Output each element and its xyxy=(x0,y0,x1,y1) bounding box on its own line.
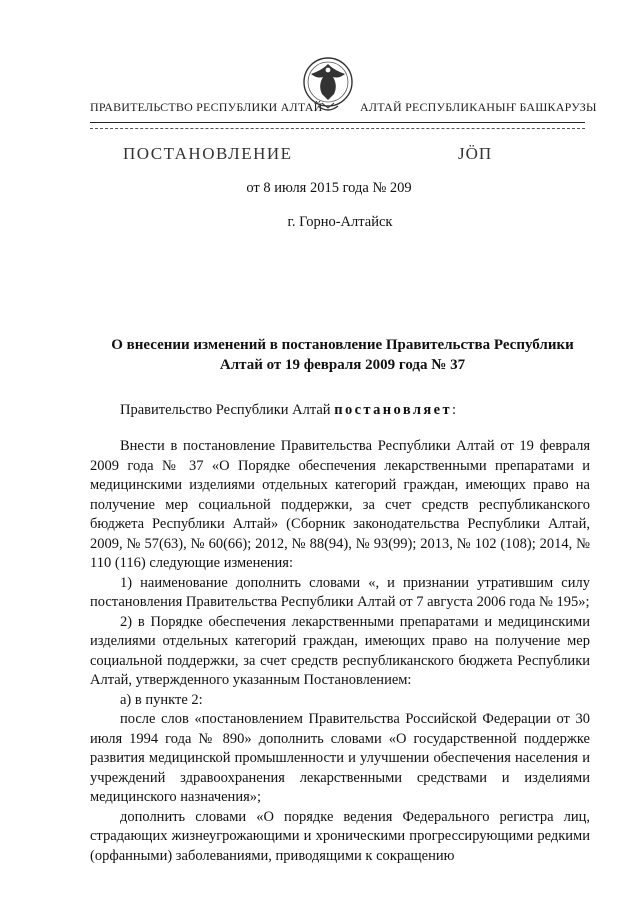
paragraph-item-2: 2) в Порядке обеспечения лекарственными препаратами и медицинскими изделиями отдельных категорий граждан, имеющих право на получение мер социальной поддержки, за счет средств республиканского бюджета Республики Алтай, утвержденного указанным Постановлением: xyxy=(90,613,590,688)
preamble-verb: постановляет xyxy=(334,402,452,418)
paragraph-main: Внести в постановление Правительства Республики Алтай от 19 февраля 2009 года № 37 «О Порядке обеспечения лекарственными препаратами и медицинскими изделиями отдельных категорий граждан, имеющих право на получение мер социальной поддержки, за счет средств республиканского бюджета Республики Алтай» (Сборник законодательства Республики Алтай, 2009, № 57(63), № 60(66); 2012, № 88(94), № 93(99); 2013, № 102 (108); 2014, № 110 (116) следующие изменения: xyxy=(90,438,590,571)
doc-type-ru: ПОСТАНОВЛЕНИЕ xyxy=(123,144,293,163)
letterhead-right-org: АЛТАЙ РЕСПУБЛИКАНЫҤ БАШКАРУЗЫ xyxy=(360,100,597,114)
title-line-2: Алтай от 19 февраля 2009 года № 37 xyxy=(219,357,466,373)
body-text xyxy=(90,437,590,866)
paragraph-after-words: после слов «постановлением Правительства Российской Федерации от 30 июля 1994 года № 890» дополнить словами «О государственной поддержке развития медицинской промышленности и улучшении обеспечения населения и учреждений здравоохранения лекарственными средствами и изделиями медицинского назначения»; xyxy=(90,711,590,805)
preamble xyxy=(120,402,456,419)
document-date-number: от 8 июля 2015 года № 209 xyxy=(246,180,412,196)
preamble-colon: : xyxy=(452,402,457,418)
title-line-1: О внесении изменений в постановление Правительства Республики xyxy=(111,337,574,353)
document-city: г. Горно-Алтайск xyxy=(287,214,393,230)
paragraph-subitem-a: а) в пункте 2: xyxy=(120,691,203,708)
doc-type-alt: JӦП xyxy=(458,144,493,163)
letterhead-left-org: ПРАВИТЕЛЬСТВО РЕСПУБЛИКИ АЛТАЙ xyxy=(90,100,323,114)
letterhead-rule-dashed xyxy=(90,128,585,129)
letterhead-rule xyxy=(90,122,585,123)
document-title xyxy=(95,335,590,375)
paragraph-item-1: 1) наименование дополнить словами «, и признании утратившим силу постановления Правительства Республики Алтай от 7 августа 2006 года № 195»; xyxy=(90,574,590,610)
coat-of-arms-icon xyxy=(302,54,354,118)
preamble-lead: Правительство Республики Алтай xyxy=(120,402,335,418)
paragraph-supplement: дополнить словами «О порядке ведения Федерального регистра лиц, страдающих жизнеугрожающими и хроническими прогрессирующими редкими (орфанными) заболеваниями, приводящими к сокращению xyxy=(90,808,590,864)
